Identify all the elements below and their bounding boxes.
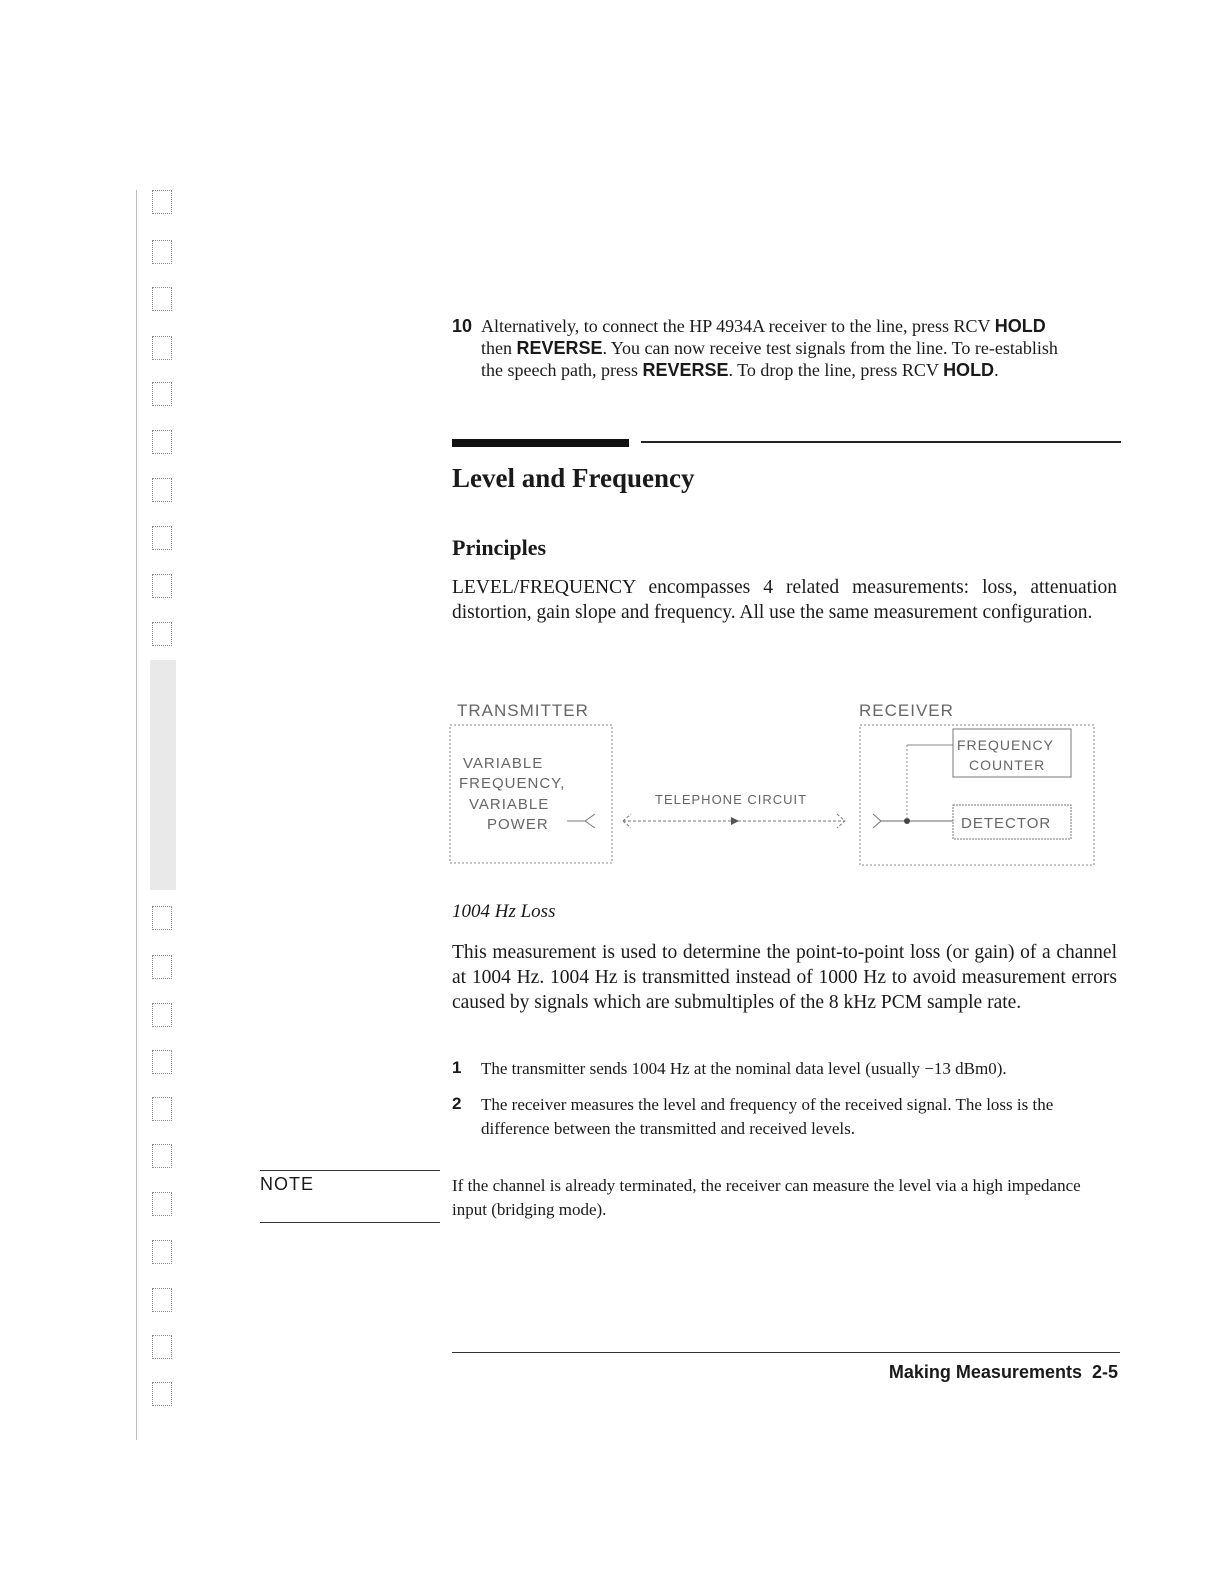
binder-tab <box>152 1144 172 1168</box>
binder-tab <box>152 526 172 550</box>
measurement-diagram <box>445 690 1105 880</box>
footer-page-number: 2-5 <box>1091 1362 1118 1382</box>
subsection-body: This measurement is used to determine the point-to-point loss (or gain) of a channel at 1004 Hz. 1004 Hz is transmitted instead of 1000 Hz to avoid measurement errors caused by signals which are submultiples of the 8 kHz PCM sample rate. <box>452 942 1117 1013</box>
binder-tab <box>152 906 172 930</box>
binder-tab <box>152 190 172 214</box>
detector-label: DETECTOR <box>961 815 1052 832</box>
page-footer <box>889 1362 1118 1383</box>
section-subtitle: Principles <box>452 535 547 560</box>
binder-tab <box>152 430 172 454</box>
circuit-direction-arrow <box>731 817 739 825</box>
binder-tab <box>152 1192 172 1216</box>
step-10-line-1: Alternatively, to connect the HP 4934A receiver to the line, press RCV HOLD <box>481 316 1046 336</box>
list-item-text: The receiver measures the level and frequency of the received signal. The loss is the difference between the transmitted and received levels. <box>481 1095 1054 1138</box>
section-rule-thin <box>641 441 1121 443</box>
circuit-label: TELEPHONE CIRCUIT <box>655 792 808 807</box>
key-reverse: REVERSE <box>642 360 729 380</box>
receiver-label: RECEIVER <box>859 701 954 720</box>
note-label: NOTE <box>260 1174 315 1194</box>
source-line-3: VARIABLE <box>469 796 550 813</box>
binder-tab <box>152 1288 172 1312</box>
step-10-line-2: then REVERSE. You can now receive test signals from the line. To re-establish <box>481 338 1058 358</box>
binder-tab <box>152 478 172 502</box>
binder-tab <box>152 1097 172 1121</box>
binder-margin-line <box>136 190 137 1440</box>
binder-tab <box>152 1003 172 1027</box>
footer-chapter: Making Measurements <box>888 1362 1082 1382</box>
subsection-title: 1004 Hz Loss <box>452 901 556 922</box>
step-number: 10 <box>452 316 473 336</box>
binder-tab <box>152 1382 172 1406</box>
source-line-2: FREQUENCY, <box>459 775 566 792</box>
binder-tab <box>152 240 172 264</box>
note-rule-bottom <box>260 1222 440 1223</box>
step-10-line-3: the speech path, press REVERSE. To drop the line, press RCV HOLD. <box>481 360 999 380</box>
key-hold: HOLD <box>943 360 995 380</box>
binder-tab <box>152 382 172 406</box>
binder-tab <box>152 955 172 979</box>
section-title: Level and Frequency <box>452 463 695 493</box>
step-10-text <box>481 315 1121 381</box>
transmitter-box <box>450 725 612 863</box>
counter-line-1: FREQUENCY <box>957 737 1054 753</box>
binder-tab <box>152 1050 172 1074</box>
source-line-1: VARIABLE <box>463 755 544 772</box>
key-hold: HOLD <box>994 316 1046 336</box>
binder-tab <box>152 622 172 646</box>
margin-shadow <box>150 660 176 890</box>
binder-tab <box>152 574 172 598</box>
note-text: If the channel is already terminated, the receiver can measure the level via a high impedance input (bridging mode). <box>452 1176 1081 1219</box>
source-line-4: POWER <box>487 816 549 833</box>
list-number: 1 <box>452 1058 462 1077</box>
intro-paragraph: LEVEL/FREQUENCY encompasses 4 related measurements: loss, attenuation distortion, gain slope and frequency. All use the same measurement configuration. <box>452 577 1117 623</box>
list-number: 2 <box>452 1094 462 1113</box>
binder-tab <box>152 287 172 311</box>
transmitter-label: TRANSMITTER <box>457 701 589 720</box>
binder-tab <box>152 336 172 360</box>
counter-line-2: COUNTER <box>969 757 1046 773</box>
transmitter-output-symbol <box>567 814 595 828</box>
list-item-text: The transmitter sends 1004 Hz at the nominal data level (usually −13 dBm0). <box>481 1059 1007 1078</box>
note-rule-top <box>260 1170 440 1171</box>
footer-rule <box>452 1352 1120 1353</box>
section-rule-thick <box>452 439 629 447</box>
key-reverse: REVERSE <box>516 338 603 358</box>
binder-tab <box>152 1240 172 1264</box>
receiver-input-symbol <box>873 814 881 828</box>
binder-tab <box>152 1335 172 1359</box>
